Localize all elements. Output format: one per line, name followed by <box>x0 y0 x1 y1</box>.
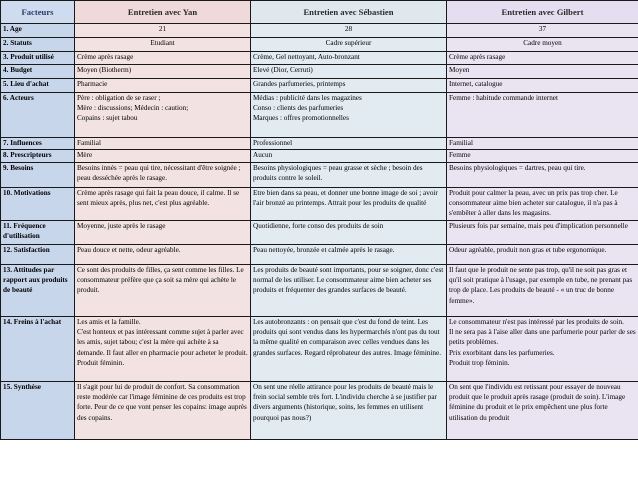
table-row-freins <box>1 317 638 382</box>
table-row-statuts <box>1 38 638 52</box>
sebastien-cell: Grandes parfumeries, printemps <box>251 79 447 93</box>
gilbert-cell: Femme : habitude commande internet <box>447 93 638 138</box>
factor-cell: 13. Attitudes par rapport aux produits de beauté <box>1 265 75 317</box>
factor-cell: 8. Prescripteurs <box>1 150 75 163</box>
header-sebastien: Entretien avec Sébastien <box>251 1 447 24</box>
header-yan: Entretien avec Yan <box>75 1 251 24</box>
sebastien-cell: Cadre supérieur <box>251 38 447 52</box>
header-row <box>1 1 638 24</box>
yan-cell <box>75 317 251 382</box>
cell-line: Les amis et la famille. <box>77 318 141 326</box>
cell-line: Mère : discussions; Médecin : caution; <box>77 104 189 113</box>
table-row-besoins <box>1 163 638 188</box>
factor-cell: 14. Freins à l'achat <box>1 317 75 382</box>
gilbert-cell: Il faut que le produit ne sente pas trop, qu'il ne soit pas gras et qu'il soit pratique à l'usage, par exemple en tube, ne prenant pas trop de place. Les produits de beauté - « un truc de bonne femme». <box>447 265 638 317</box>
factor-cell: 12. Satisfaction <box>1 245 75 265</box>
gilbert-cell: Internet, catalogue <box>447 79 638 93</box>
sebastien-cell: Besoins physiologiques = peau grasse et sèche ; besoin des produits contre le soleil. <box>251 163 447 188</box>
table-row-frequence <box>1 221 638 245</box>
gilbert-cell: Cadre moyen <box>447 38 638 52</box>
factor-cell: 10. Motivations <box>1 188 75 221</box>
yan-cell: Familial <box>75 138 251 150</box>
factor-cell: 5. Lieu d'achat <box>1 79 75 93</box>
yan-cell: Peau douce et nette, odeur agréable. <box>75 245 251 265</box>
yan-cell: Moyen (Biotherm) <box>75 65 251 79</box>
yan-cell: 21 <box>75 24 251 38</box>
yan-cell <box>75 93 251 138</box>
yan-cell: Crème après rasage qui fait la peau douce, il calme. Il se sent mieux après, plus net, c'est plus agréable. <box>75 188 251 221</box>
cell-line: Conso : clients des parfumeries <box>253 104 344 113</box>
yan-cell: Ce sont des produits de filles, ça sent comme les filles. Le consommateur préfère que ça soit sa mère qui achète le produit. <box>75 265 251 317</box>
table-row-age <box>1 24 638 38</box>
factor-cell: 9. Besoins <box>1 163 75 188</box>
factor-cell: 2. Statuts <box>1 38 75 52</box>
yan-cell: Il s'agit pour lui de produit de confort. Sa consommation reste modérée car l'image féminine de ces produits est trop forte. Peur de ce que vont penser les copains: image auprès des copains. <box>75 382 251 440</box>
gilbert-cell <box>447 317 638 382</box>
factor-cell: 7. Influences <box>1 138 75 150</box>
table-row-satisfaction <box>1 245 638 265</box>
sebastien-cell: Etre bien dans sa peau, et donner une bonne image de soi ; avoir l'air bronzé au printemps. Attrait pour les produits de qualité <box>251 188 447 221</box>
cell-line: Médias : publicité dans les magazines <box>253 94 362 102</box>
sebastien-cell: Peau nettoyée, bronzée et calmée après le rasage. <box>251 245 447 265</box>
cell-line: Produit trop féminin. <box>449 358 510 367</box>
sebastien-cell: On sent une réelle attirance pour les produits de beauté mais le frein social semble très fort. L'individu cherche à se justifier par divers arguments (historique, soins, les femmes en utilisent pourquoi pas nous?) <box>251 382 447 440</box>
factor-cell: 15. Synthèse <box>1 382 75 440</box>
cell-line: Marques : offres promotionnelles <box>253 114 349 123</box>
sebastien-cell: Les produits de beauté sont importants, pour se soigner, donc c'est normal de les utiliser. Le consommateur aime bien acheter ses produits et fréquenter des grandes surfaces de beauté. <box>251 265 447 317</box>
gilbert-cell: Plusieurs fois par semaine, mais peu d'implication personnelle <box>447 221 638 245</box>
table-row-motivations <box>1 188 638 221</box>
yan-cell: Crème après rasage <box>75 52 251 65</box>
yan-cell: Pharmacie <box>75 79 251 93</box>
cell-line: Il ne sera pas à l'aise aller dans une parfumerie pour parler de ses petits problèmes. <box>449 328 636 347</box>
sebastien-cell: Les autobronzants : on pensait que c'est du fond de teint. Les produits qui sont vendus dans les hypermarchés n'ont pas du tout la même qualité en comparaison avec celles vendues dans les grandes surfaces. Regard réprobateur des autres. Image féminine. <box>251 317 447 382</box>
cell-line: Le consommateur n'est pas intéressé par les produits de soin. <box>449 318 624 326</box>
gilbert-cell: Produit pour calmer la peau, avec un prix pas trop cher. Le consommateur aime bien acheter sur catalogue, il n'a pas à s'embêter à aller dans les magasins. <box>447 188 638 221</box>
yan-cell: Moyenne, juste après le rasage <box>75 221 251 245</box>
sebastien-cell: 28 <box>251 24 447 38</box>
cell-line: C'est honteux et pas intéressant comme sujet à parler avec les amis, sujet tabou; c'est la mère qui achète à sa demande. Il faut aller en pharmacie pour acheter le produit. Produit féminin. <box>77 328 248 367</box>
gilbert-cell: Femme <box>447 150 638 163</box>
gilbert-cell: Moyen <box>447 65 638 79</box>
table-row-attitudes <box>1 265 638 317</box>
gilbert-cell: Odeur agréable, produit non gras et tube ergonomique. <box>447 245 638 265</box>
gilbert-cell: 37 <box>447 24 638 38</box>
cell-line: Copains : sujet tabou <box>77 114 138 123</box>
factor-cell: 3. Produit utilisé <box>1 52 75 65</box>
gilbert-cell: Besoins physiologiques = dartres, peau qui tire. <box>447 163 638 188</box>
sebastien-cell: Professionnel <box>251 138 447 150</box>
cell-line: Père : obligation de se raser ; <box>77 94 161 102</box>
table-row-acteurs <box>1 93 638 138</box>
sebastien-cell <box>251 93 447 138</box>
yan-cell: Besoins innés = peau qui tire, nécessitant d'être soignée ; peau desséchée après le rasage. <box>75 163 251 188</box>
yan-cell: Etudiant <box>75 38 251 52</box>
gilbert-cell: Crème après rasage <box>447 52 638 65</box>
sebastien-cell: Quotidienne, forte conso des produits de soin <box>251 221 447 245</box>
header-gilbert: Entretien avec Gilbert <box>447 1 638 24</box>
cell-line: Prix exorbitant dans les parfumeries. <box>449 348 555 357</box>
table-row-budget <box>1 65 638 79</box>
table-row-prescripteurs <box>1 150 638 163</box>
header-factor: Facteurs <box>1 1 75 24</box>
factor-cell: 1. Age <box>1 24 75 38</box>
factor-cell: 6. Acteurs <box>1 93 75 138</box>
sebastien-cell: Crème, Gel nettoyant, Auto-bronzant <box>251 52 447 65</box>
factor-cell: 11. Fréquence d'utilisation <box>1 221 75 245</box>
factor-cell: 4. Budget <box>1 65 75 79</box>
table-row-produit <box>1 52 638 65</box>
table-row-synthese <box>1 382 638 440</box>
sebastien-cell: Aucun <box>251 150 447 163</box>
sebastien-cell: Elevé (Dior, Cerruti) <box>251 65 447 79</box>
gilbert-cell: On sent que l'individu est retissant pour essayer de nouveau produit que le produit après rasage (produit de soin). L'image féminine du produit et le prix empêchent une plus forte utilisation du produit <box>447 382 638 440</box>
table-row-lieu <box>1 79 638 93</box>
table-row-influences <box>1 138 638 150</box>
gilbert-cell: Familial <box>447 138 638 150</box>
yan-cell: Mère <box>75 150 251 163</box>
